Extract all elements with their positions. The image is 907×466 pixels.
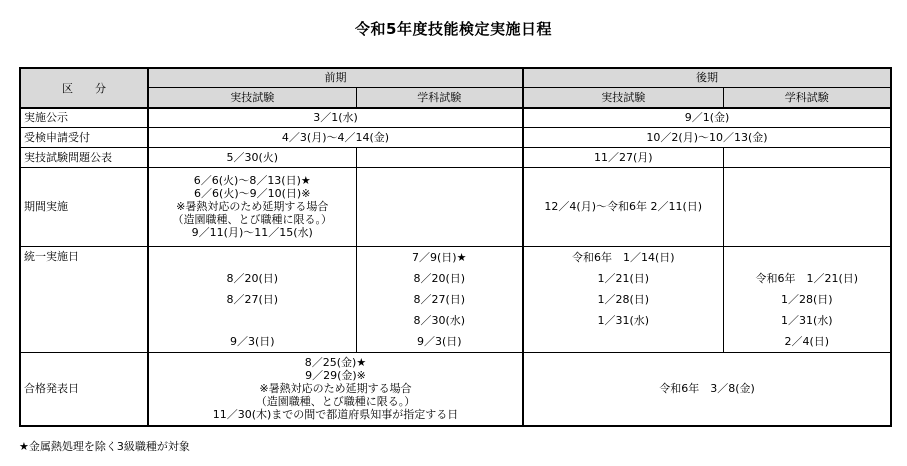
toitsu-date [727,247,888,268]
toitsu-date: 8／30(水) [413,313,466,327]
gokaku-zenki [148,352,523,426]
row-label-uketsuke: 受検申請受付 [20,127,148,147]
row-gokaku [20,352,891,426]
header-zenki-jitsugi: 実技試験 [148,87,356,108]
toitsu-zenki-jitsugi [148,246,356,352]
uketsuke-kouki: 10／2(月)～10／13(金) [523,127,891,147]
gokaku-line: 11／30(木)までの間で都道府県知事が指定する日 [212,408,459,422]
gokaku-line: 8／25(金)★ [304,356,367,370]
toitsu-kouki-jitsugi [523,246,723,352]
toitsu-date: 8／27(日) [226,292,279,306]
row-toitsu [20,246,891,352]
row-label-koji: 実施公示 [20,108,148,127]
toitsu-date: 9／3(日) [416,334,462,348]
header-zenki: 前期 [148,68,523,87]
mondai-zenki-gakka [356,147,523,167]
header-kouki-jitsugi: 実技試験 [523,87,723,108]
kikan-line: 6／6(火)～8／13(日)★ [193,174,311,187]
kikan-zenki-gakka [356,167,523,246]
row-label-toitsu: 統一実施日 [20,246,148,352]
toitsu-date: 2／4(日) [784,334,830,348]
kikan-line: （造園職種、とび職種に限る。） [172,213,332,226]
koji-zenki: 3／1(水) [148,108,523,127]
kikan-zenki-jitsugi [148,167,356,246]
schedule-table [19,67,892,427]
header-kouki: 後期 [523,68,891,87]
toitsu-date: 1／28(日) [780,292,833,306]
gokaku-line: （造園職種、とび職種に限る。） [255,395,416,409]
kikan-line: ※暑熱対応のため延期する場合 [176,200,329,213]
kikan-kouki-gakka [723,167,891,246]
mondai-kouki-jitsugi: 11／27(月) [523,147,723,167]
toitsu-date [152,247,353,268]
kikan-line: 9／11(月)～11／15(水) [191,226,313,239]
row-uketsuke [20,127,891,147]
header-kouki-gakka: 学科試験 [723,87,891,108]
uketsuke-zenki: 4／3(月)～4／14(金) [148,127,523,147]
row-label-gokaku: 合格発表日 [20,352,148,426]
toitsu-date: 1／21(日) [597,271,650,285]
toitsu-date [527,331,720,352]
gokaku-kouki: 令和6年 3／8(金) [523,352,891,426]
row-mondai [20,147,891,167]
toitsu-date: 令和6年 1／21(日) [755,271,859,285]
gokaku-line: ※暑熱対応のため延期する場合 [259,382,412,396]
row-label-mondai: 実技試験問題公表 [20,147,148,167]
mondai-kouki-gakka [723,147,891,167]
toitsu-date: 1／31(水) [780,313,833,327]
row-kikan [20,167,891,246]
kikan-line: 6／6(火)～9／10(日)※ [194,187,311,200]
page-title: 令和5年度技能検定実施日程 [355,20,552,38]
toitsu-date: 1／31(水) [597,313,650,327]
toitsu-date: 8／20(日) [226,271,279,285]
footnote: ★金属熱処理を除く3級職種が対象 [19,440,190,453]
toitsu-date: 9／3(日) [229,334,275,348]
toitsu-date: 8／27(日) [413,292,466,306]
row-koji [20,108,891,127]
gokaku-line: 9／29(金)※ [305,369,366,383]
header-zenki-gakka: 学科試験 [356,87,523,108]
kikan-kouki-jitsugi: 12／4(月)～令和6年 2／11(日) [523,167,723,246]
toitsu-kouki-gakka [723,246,891,352]
mondai-zenki-jitsugi: 5／30(火) [148,147,356,167]
toitsu-zenki-gakka [356,246,523,352]
toitsu-date: 令和6年 1／14(日) [571,250,675,264]
row-label-kikan: 期間実施 [20,167,148,246]
koji-kouki: 9／1(金) [523,108,891,127]
toitsu-date [152,310,353,331]
header-kubun: 区 分 [20,68,148,108]
toitsu-date: 7／9(日)★ [412,250,467,264]
toitsu-date: 1／28(日) [597,292,650,306]
toitsu-date: 8／20(日) [413,271,466,285]
